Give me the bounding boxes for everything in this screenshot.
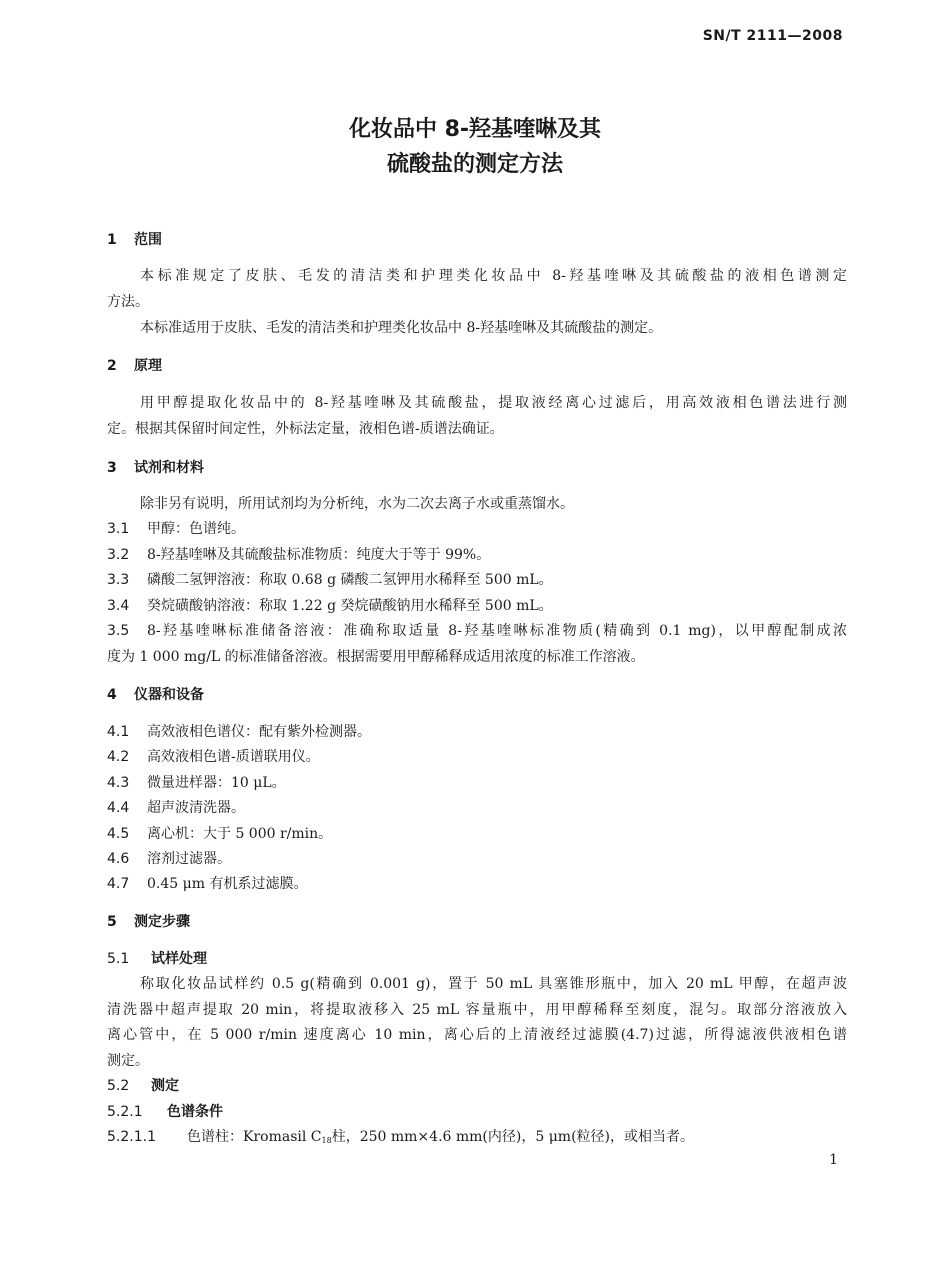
section-heading-principle (107, 355, 162, 375)
subsection-number: 5.2 (107, 1078, 130, 1094)
section-number: 1 (107, 232, 117, 248)
subsection-heading (107, 948, 207, 968)
section-number: 2 (107, 358, 117, 374)
subscript: 18 (321, 1136, 332, 1145)
section-number: 4 (107, 687, 117, 703)
item-label: 色谱柱：Kromasil C (187, 1129, 322, 1145)
section-title: 测定步骤 (134, 914, 190, 930)
item-text: 高效液相色谱-质谱联用仪。 (147, 749, 320, 765)
instrument-item (107, 848, 847, 868)
subsection-title: 色谱条件 (167, 1104, 223, 1120)
section-number: 3 (107, 460, 117, 476)
item-text: 微量进样器：10 μL。 (147, 775, 286, 791)
item-text: 高效液相色谱仪：配有紫外检测器。 (147, 724, 371, 740)
instrument-item (107, 797, 847, 817)
item-number: 5.2.1.1 (107, 1129, 156, 1145)
reagent-item (107, 620, 847, 640)
section-heading-procedure (107, 911, 190, 931)
item-text: 离心机：大于 5 000 r/min。 (147, 826, 333, 842)
paragraph-line: 方法。 (107, 294, 149, 310)
item-text: 溶剂过滤器。 (147, 851, 231, 867)
section-heading-scope (107, 229, 162, 249)
instrument-item (107, 873, 847, 893)
subsection-number: 5.1 (107, 951, 130, 967)
subsection-heading (107, 1101, 223, 1121)
paragraph-line: 本标准规定了皮肤、毛发的清洁类和护理类化妆品中 8-羟基喹啉及其硫酸盐的液相色谱测定 (140, 268, 847, 284)
paragraph-line: 清洗器中超声提取 20 min，将提取液移入 25 mL 容量瓶中，用甲醇稀释至刻度，混匀。取部分溶液放入 (107, 1002, 847, 1018)
paragraph-line: 用甲醇提取化妆品中的 8-羟基喹啉及其硫酸盐，提取液经离心过滤后，用高效液相色谱法进行测 (140, 395, 847, 411)
section-title: 仪器和设备 (134, 687, 204, 703)
reagent-item (107, 544, 847, 564)
paragraph-line: 除非另有说明，所用试剂均为分析纯，水为二次去离子水或重蒸馏水。 (140, 496, 574, 512)
column-item (107, 1126, 847, 1146)
item-text: 磷酸二氢钾溶液：称取 0.68 g 磷酸二氢钾用水稀释至 500 mL。 (147, 572, 553, 588)
section-title: 试剂和材料 (134, 460, 204, 476)
item-number: 3.5 (107, 623, 130, 639)
subsection-heading (107, 1075, 179, 1095)
item-number: 3.4 (107, 598, 130, 614)
section-heading-instruments (107, 684, 204, 704)
section-title: 范围 (134, 232, 162, 248)
instrument-item (107, 772, 847, 792)
item-number: 3.3 (107, 572, 130, 588)
item-text: 8-羟基喹啉及其硫酸盐标准物质：纯度大于等于 99%。 (147, 547, 491, 563)
item-number: 4.2 (107, 749, 130, 765)
item-text: 柱，250 mm×4.6 mm(内径)，5 μm(粒径)，或相当者。 (331, 1129, 695, 1145)
item-number: 4.1 (107, 724, 130, 740)
paragraph-line: 称取化妆品试样约 0.5 g(精确到 0.001 g)，置于 50 mL 具塞锥形瓶中，加入 20 mL 甲醇，在超声波 (140, 976, 847, 992)
item-number: 3.1 (107, 521, 130, 537)
paragraph-line: 定。根据其保留时间定性，外标法定量，液相色谱-质谱法确证。 (107, 421, 504, 437)
document-title-line-1: 化妆品中 8-羟基喹啉及其 (348, 117, 602, 142)
reagent-item (107, 518, 847, 538)
subsection-title: 试样处理 (151, 951, 207, 967)
subsection-number: 5.2.1 (107, 1104, 143, 1120)
paragraph-line: 本标准适用于皮肤、毛发的清洁类和护理类化妆品中 8-羟基喹啉及其硫酸盐的测定。 (140, 320, 663, 336)
item-number: 3.2 (107, 547, 130, 563)
instrument-item (107, 721, 847, 741)
item-number: 4.5 (107, 826, 130, 842)
section-heading-reagents (107, 457, 204, 477)
document-title-line-2: 硫酸盐的测定方法 (386, 152, 563, 177)
section-title: 原理 (134, 358, 162, 374)
reagent-item (107, 569, 847, 589)
item-text: 超声波清洗器。 (147, 800, 245, 816)
reagent-item (107, 595, 847, 615)
instrument-item (107, 823, 847, 843)
page-number: 1 (829, 1152, 838, 1168)
section-number: 5 (107, 914, 117, 930)
subsection-title: 测定 (151, 1078, 179, 1094)
item-number: 4.6 (107, 851, 130, 867)
item-text: 8-羟基喹啉标准储备溶液：准确称取适量 8-羟基喹啉标准物质(精确到 0.1 mg)，以甲醇配制成浓 (147, 623, 847, 639)
paragraph-line: 测定。 (107, 1053, 149, 1069)
item-number: 4.4 (107, 800, 130, 816)
standard-code: SN/T 2111—2008 (702, 28, 843, 44)
item-text: 甲醇：色谱纯。 (147, 521, 245, 537)
item-number: 4.7 (107, 876, 130, 892)
item-number: 4.3 (107, 775, 130, 791)
item-text: 0.45 μm 有机系过滤膜。 (147, 876, 308, 892)
paragraph-line: 度为 1 000 mg/L 的标准储备溶液。根据需要用甲醇稀释成适用浓度的标准工作溶液。 (107, 649, 645, 665)
instrument-item (107, 746, 847, 766)
item-text: 癸烷磺酸钠溶液：称取 1.22 g 癸烷磺酸钠用水稀释至 500 mL。 (147, 598, 553, 614)
paragraph-line: 离心管中，在 5 000 r/min 速度离心 10 min，离心后的上清液经过滤膜(4.7)过滤，所得滤液供液相色谱 (107, 1027, 847, 1043)
